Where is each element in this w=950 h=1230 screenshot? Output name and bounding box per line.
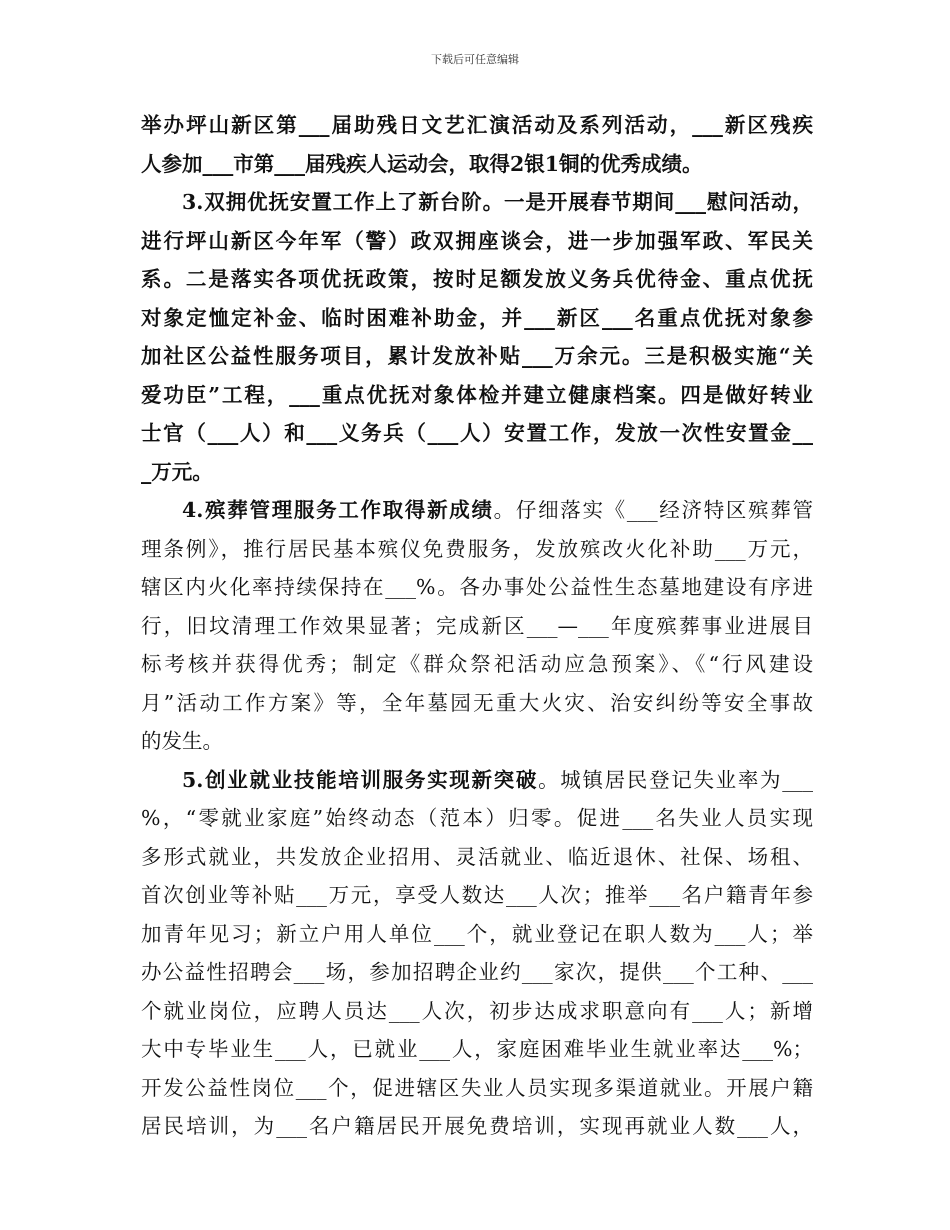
- text-line: 人参加___市第___届残疾人运动会，取得2银1铜的优秀成绩。: [141, 151, 703, 176]
- text-line: 个就业岗位，应聘人员达___人次，初步达成求职意向有___人；新增: [141, 998, 813, 1023]
- text-line: 举办坪山新区第___届助残日文艺汇演活动及系列活动，___新区残疾: [141, 113, 813, 137]
- paragraph-disability-events: [141, 106, 813, 183]
- paragraph-funeral-management: [141, 491, 813, 761]
- text-run: 。仔细落实《___经济特区殡葬管: [493, 498, 813, 522]
- text-line: [141, 491, 813, 530]
- text-line: 首次创业等补贴___万元，享受人数达___人次；推举___名户籍青年参: [141, 883, 813, 907]
- paragraph-support-military: [141, 183, 813, 491]
- text-line: 办公益性招聘会___场，参加招聘企业约___家次，提供___个工种、___: [141, 960, 813, 984]
- text-line: 士官（___人）和___义务兵（___人）安置工作，发放一次性安置金__: [141, 421, 813, 445]
- text-line: 月”活动工作方案》等，全年墓园无重大火灾、治安纠纷等安全事故: [141, 690, 813, 715]
- text-line: [141, 761, 813, 800]
- page-header: 下载后可任意编辑: [431, 53, 519, 66]
- text-line: %，“零就业家庭”始终动态（范本）归零。促进___名失业人员实现: [141, 806, 813, 830]
- text-line: 3.双拥优抚安置工作上了新台阶。一是开展春节期间___慰问活动，: [182, 190, 813, 214]
- paragraph-employment-training: [141, 761, 813, 1146]
- text-line: 大中专毕业生___人，已就业___人，家庭困难毕业生就业率达___%；: [141, 1037, 813, 1061]
- text-line: 对象定恤定补金、临时困难补助金，并___新区___名重点优抚对象参: [141, 305, 813, 330]
- text-line: 行，旧坟清理工作效果显著；完成新区___—___年度殡葬事业进展目: [141, 613, 813, 638]
- text-line: _万元。: [141, 459, 213, 484]
- text-line: 系。二是落实各项优抚政策，按时足额发放义务兵优待金、重点优抚: [141, 267, 813, 291]
- text-line: 进行坪山新区今年军（警）政双拥座谈会，进一步加强军政、军民关: [141, 228, 813, 253]
- text-line: 居民培训，为___名户籍居民开展免费培训，实现再就业人数___人，: [141, 1114, 813, 1138]
- text-line: 标考核并获得优秀；制定《群众祭祀活动应急预案》、《“行风建设: [141, 652, 813, 676]
- text-line: 理条例》，推行居民基本殡仪免费服务，发放殡改火化补助___万元，: [141, 536, 813, 561]
- text-line: 的发生。: [141, 729, 223, 753]
- text-line: 爱功臣”工程，___重点优抚对象体检并建立健康档案。四是做好转业: [141, 382, 813, 407]
- paragraph-heading: 4.殡葬管理服务工作取得新成绩: [182, 498, 494, 522]
- text-line: 加青年见习；新立户用人单位___个，就业登记在职人数为___人；举: [141, 921, 813, 946]
- text-line: 多形式就业，共发放企业招用、灵活就业、临近退休、社保、场租、: [141, 844, 813, 869]
- text-line: 开发公益性岗位___个，促进辖区失业人员实现多渠道就业。开展户籍: [141, 1075, 813, 1100]
- text-line: 加社区公益性服务项目，累计发放补贴___万余元。三是积极实施“关: [141, 344, 813, 368]
- document-body: [141, 106, 813, 1146]
- paragraph-heading: 5.创业就业技能培训服务实现新突破: [182, 767, 539, 792]
- text-run: 。城镇居民登记失业率为___: [538, 767, 813, 792]
- text-line: 辖区内火化率持续保持在___%。各办事处公益性生态墓地建设有序进: [141, 575, 813, 599]
